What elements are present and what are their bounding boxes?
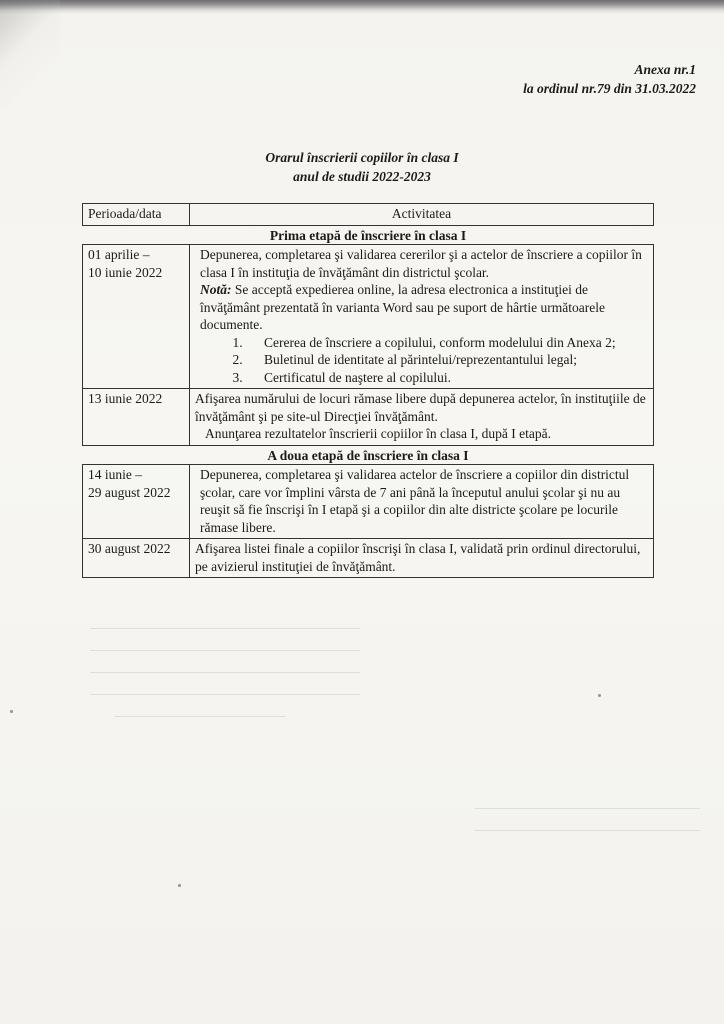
period-end: 29 august 2022 [88, 484, 171, 500]
annex-number: Anexa nr.1 [634, 62, 696, 77]
activity-text: Depunerea, completarea şi validarea cererilor şi a actelor de înscriere a copiilor în clasa I în instituţia de învăţământ din districtul şcolar. [200, 247, 642, 280]
table-row [83, 389, 654, 446]
table-row [83, 245, 654, 389]
scan-speck [178, 884, 181, 887]
activity-text: Anunţarea rezultatelor înscrierii copiilor în clasa I, după I etapă. [205, 426, 551, 441]
list-item: 3. Certificatul de naştere al copilului. [246, 369, 648, 387]
document-title [0, 148, 724, 186]
stage1-heading: Prima etapă de înscriere în clasa I [269, 227, 467, 243]
period-end: 10 iunie 2022 [88, 264, 163, 280]
list-item: 2. Buletinul de identitate al părintelui/reprezentantului legal; [246, 351, 648, 369]
header-activity: Activitatea [190, 204, 654, 226]
stage-heading-row [83, 225, 654, 245]
corner-shadow [0, 0, 60, 110]
stage2-heading: A doua etapă de înscriere în clasa I [267, 447, 469, 463]
table-row [83, 539, 654, 578]
period-cell: 30 august 2022 [83, 539, 190, 578]
activity-note [200, 281, 648, 334]
period-cell: 13 iunie 2022 [83, 389, 190, 446]
activity-cell [190, 389, 654, 446]
schedule-table-wrapper [82, 203, 654, 578]
scan-speck [10, 710, 13, 713]
documents-list [200, 334, 648, 387]
activity-cell [190, 245, 654, 389]
annex-order-reference: la ordinul nr.79 din 31.03.2022 [523, 81, 696, 96]
stage-heading-row [83, 445, 654, 465]
period-start: 14 iunie – [88, 467, 142, 482]
period-start: 01 aprilie – [88, 247, 150, 262]
activity-cell: Depunerea, completarea şi validarea actelor de înscriere a copiilor din districtul şcolar, care vor împlini vârsta de 7 ani până la începutul anului şcolar şi nu au reuşit să fie înscrişi în I etapă şi a copiilor din alte districte şcolare pe locurile rămase libere. [190, 465, 654, 539]
title-line-2: anul de studii 2022-2023 [293, 169, 431, 184]
schedule-table [82, 203, 654, 578]
scan-speck [598, 694, 601, 697]
period-cell [83, 465, 190, 539]
scan-edge [0, 0, 724, 14]
header-period: Perioada/data [83, 204, 190, 226]
title-line-1: Orarul înscrierii copiilor în clasa I [265, 150, 459, 165]
period-cell [83, 245, 190, 389]
table-header-row [83, 204, 654, 226]
note-label: Notă: [200, 282, 232, 297]
table-row [83, 465, 654, 539]
list-item: 1. Cererea de înscriere a copilului, conform modelului din Anexa 2; [246, 334, 648, 352]
note-text: Se acceptă expedierea online, la adresa electronica a instituţiei de învăţământ prezentată în varianta Word sau pe suport de hârtie următoarele documente. [200, 282, 605, 332]
activity-text: Afişarea numărului de locuri rămase libere după depunerea actelor, în instituţiile de învăţământ şi pe site-ul Direcţiei învăţământ. [195, 391, 646, 424]
annex-header [523, 60, 696, 98]
activity-cell: Afişarea listei finale a copiilor înscrişi în clasa I, validată prin ordinul directorului, pe avizierul instituţiei de învăţământ. [190, 539, 654, 578]
